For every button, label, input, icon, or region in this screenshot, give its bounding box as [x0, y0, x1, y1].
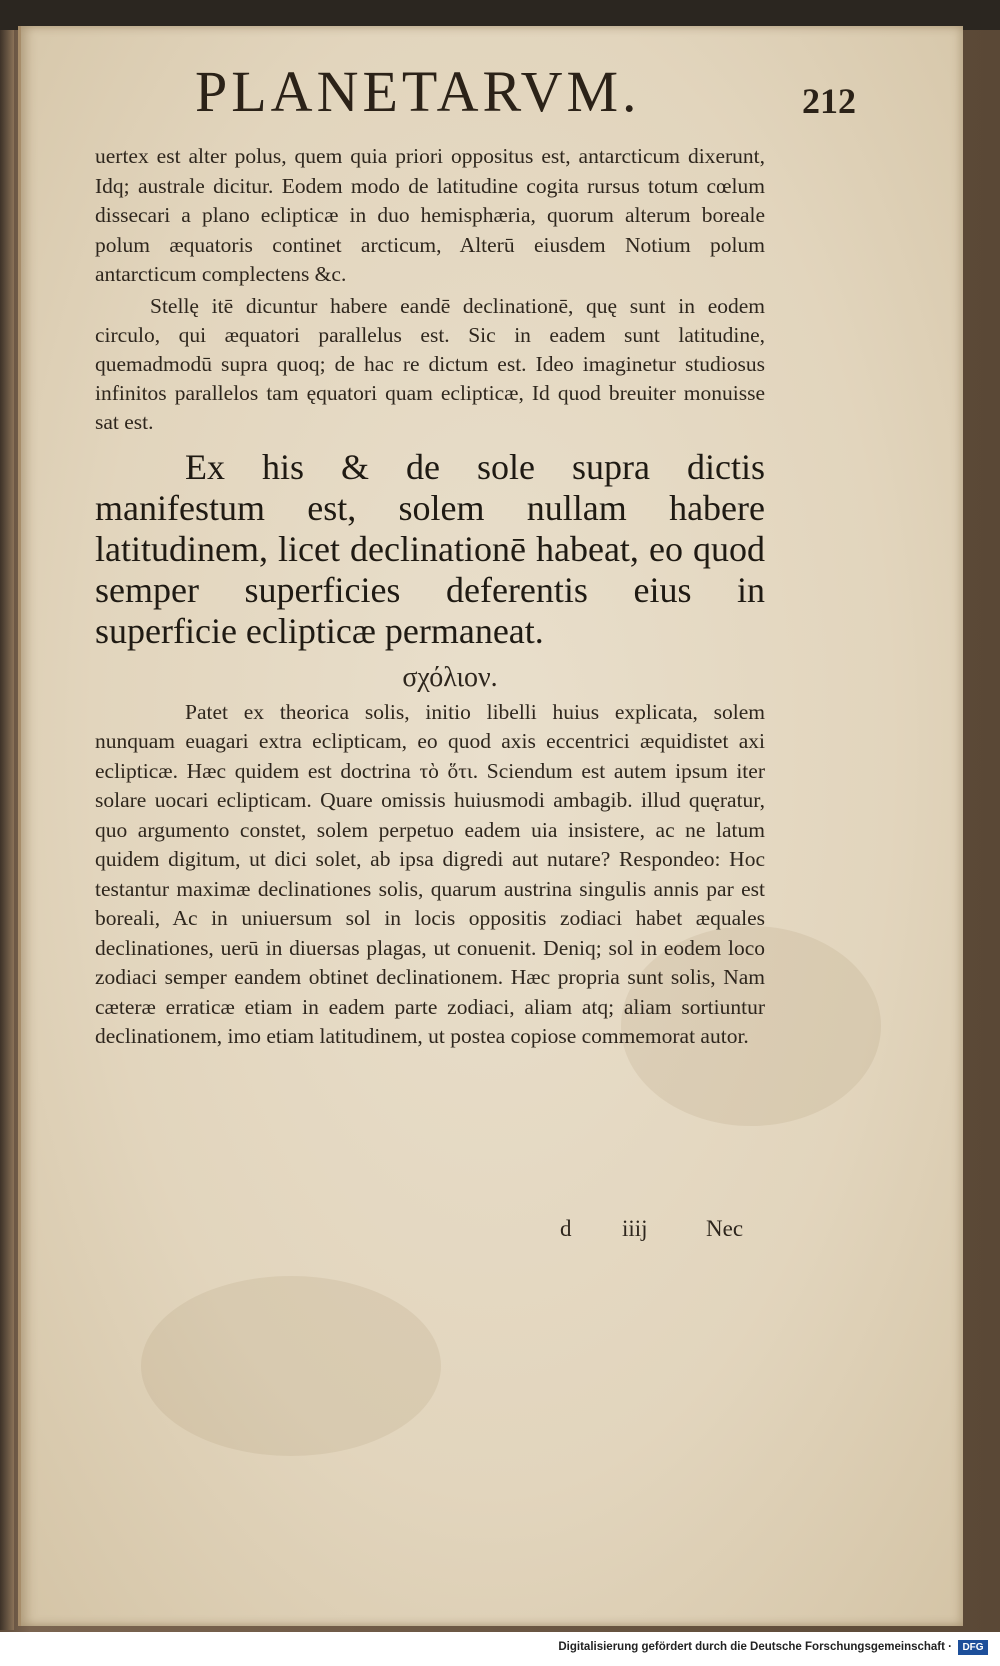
paragraph: uertex est alter polus, quem quia priori oppositus est, antarcticum dixerunt, Idq; australe dicitur. Eodem modo de latitudine cogita rursus totum cœlum dissecari a plano eclipticæ in duo hemisphæria, quorum alterum boreale polum æquatoris continet arcticum, Alterū eiusdem Notium polum antarcticum complectens &c. — [95, 144, 765, 286]
funding-credit: Digitalisierung gefördert durch die Deutsche Forschungsgemeinschaft · — [558, 1641, 952, 1653]
scholion-heading: σχόλιον. — [402, 661, 498, 693]
signature-number: iiij — [622, 1216, 648, 1241]
book-spine-edge — [0, 30, 14, 1630]
page-number: 212 — [802, 81, 856, 121]
digitization-footer — [0, 1632, 1000, 1666]
dfg-logo: DFG — [958, 1640, 988, 1655]
signature-letter: d — [560, 1216, 572, 1241]
page-header — [0, 58, 960, 138]
paper-stain — [141, 1276, 441, 1456]
text-block — [95, 142, 765, 1052]
proposition-heading: Ex his & de sole supra dictis manifestum est, solem nullam habere latitudinem, licet declinationē habeat, eo quod semper superficies deferentis eius in superficie eclipticæ permaneat. — [95, 446, 765, 651]
paragraph: Patet ex theorica solis, initio libelli huius explicata, solem nunquam euagari extra eclipticam, eo quod axis eccentrici æquidistet axi eclipticæ. Hæc quidem est doctrina τὸ ὅτι. Sciendum est autem ipsum iter solare uocari eclipticam. Quare omissis huiusmodi ambagib. illud quęratur, quo argumento constet, solem perpetuo eadem uia insistere, ac ne latum quidem digitum, ut dici solet, ab ipsa digredi aut nutare? Respondeo: Hoc testantur maximæ declinationes solis, quarum austrina singulis annis par est boreali, Ac in uniuersum sol in locis oppositis zodiaci habet æquales declinationes, uerū in diuersas plagas, ut conuenit. Deniq; sol in eodem loco zodiaci semper eandem obtinet declinationem. Hæc propria sunt solis, Nam cæteræ erraticæ etiam in eadem parte zodiaci, aliam atq; aliam sortiuntur declinationem, imo etiam latitudinem, ut postea copiose commemorat autor. — [95, 699, 765, 1048]
catchword: Nec — [706, 1216, 744, 1241]
paragraph: Stellę itē dicuntur habere eandē declinationē, quę sunt in eodem circulo, qui æquatori parallelus est. Sic in eadem sunt latitudine, quemadmodū supra quoq; de hac re dictum est. Ideo imaginetur studiosus infinitos parallelos tam ęquatori quam eclipticæ, Id quod breuiter monuisse sat est. — [95, 293, 765, 434]
running-head: PLANETARVM. — [195, 59, 641, 124]
